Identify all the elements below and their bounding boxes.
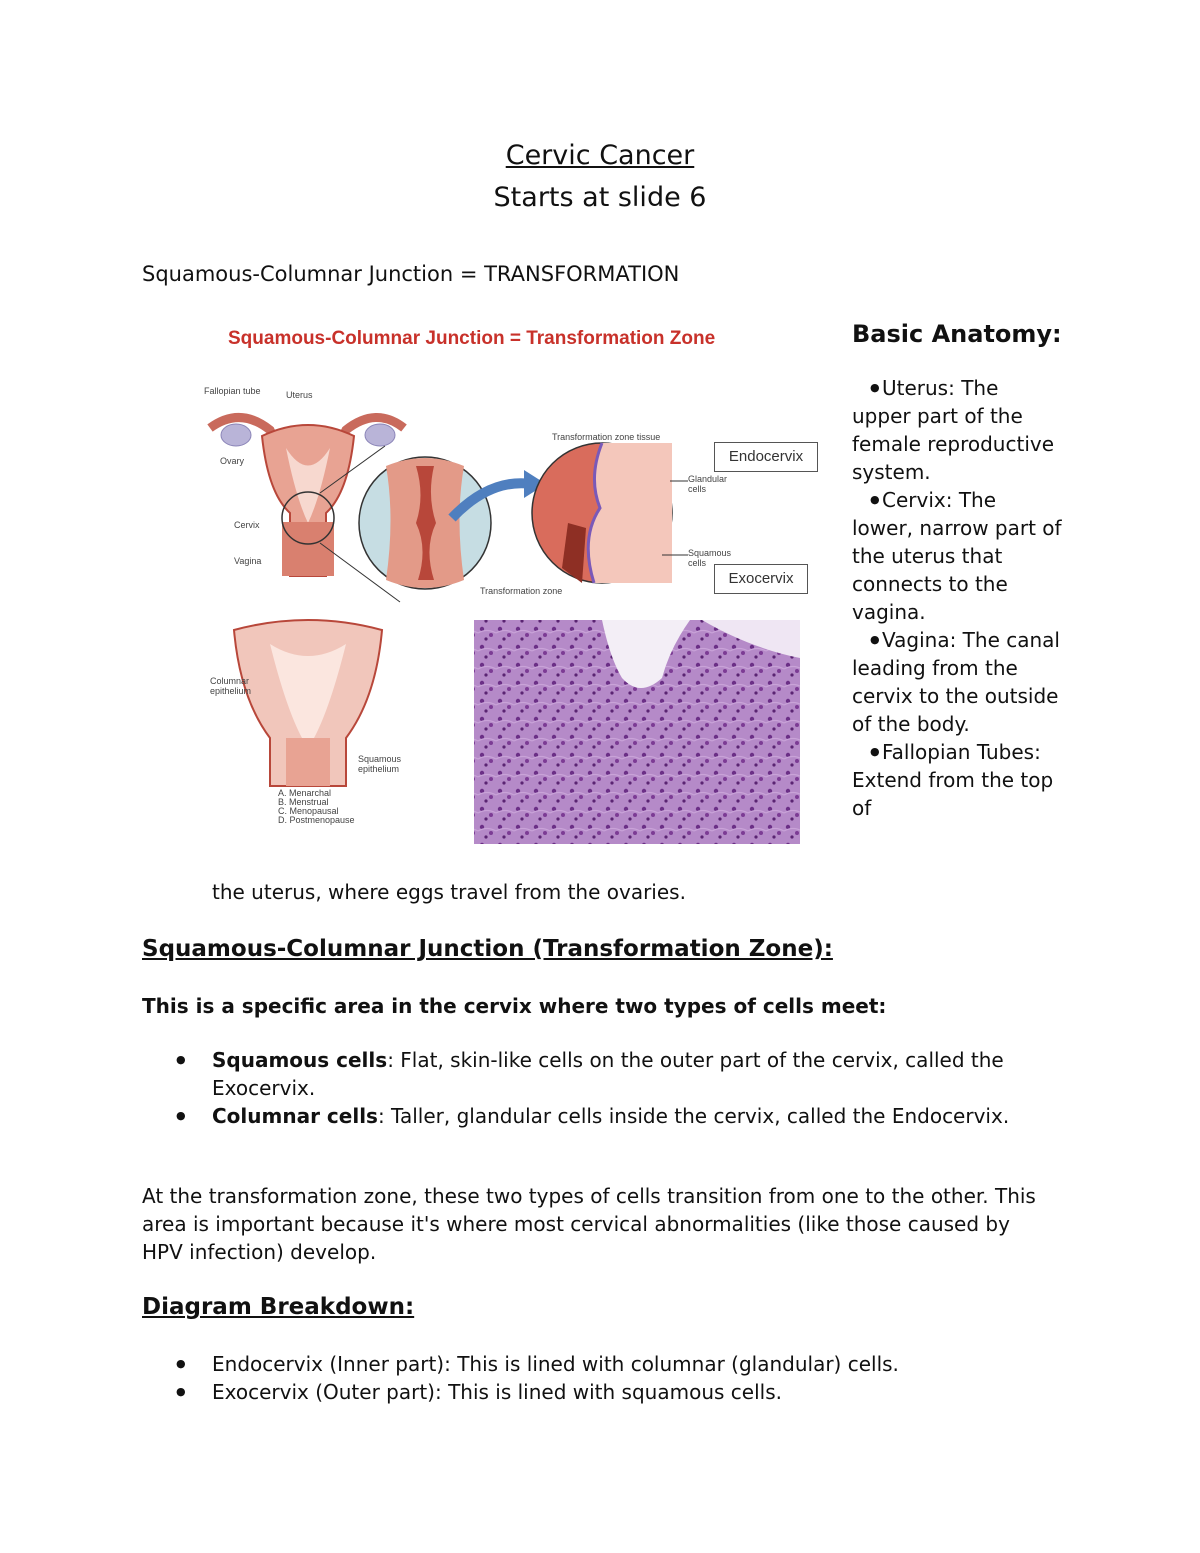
item-text: : The upper part of the female reproductive system. (852, 376, 1055, 484)
page-subtitle: Starts at slide 6 (493, 182, 707, 213)
cervix-anatomy-figure (190, 318, 830, 848)
section-heading-diagram-breakdown: Diagram Breakdown: (142, 1294, 415, 1320)
list-item (852, 374, 1062, 486)
list-item (142, 1046, 1042, 1102)
list-item: ● Endocervix (Inner part): This is lined with columnar (glandular) cells. (142, 1350, 1042, 1378)
section-heading-transformation-zone: Squamous-Columnar Junction (Transformation Zone): (142, 936, 833, 962)
item-term: Vagina (882, 628, 950, 652)
label-ovary: Ovary (220, 456, 245, 466)
section-intro: This is a specific area in the cervix where two types of cells meet: (142, 994, 887, 1018)
cell-types-list (142, 1046, 1042, 1130)
endocervix-box: Endocervix (714, 442, 818, 472)
label-squamous-cells: Squamous cells (688, 548, 732, 568)
label-uterus: Uterus (286, 390, 313, 400)
item-term: Columnar cells (212, 1104, 378, 1128)
label-stage-b: B. Menstrual (278, 797, 329, 807)
label-columnar-epithelium: Columnar epithelium (210, 676, 252, 696)
label-stage-a: A. Menarchal (278, 788, 332, 798)
list-item (142, 1102, 1042, 1130)
list-item (852, 626, 1062, 738)
figure-title: Squamous-Columnar Junction = Transformation Zone (228, 328, 716, 349)
exocervix-box: Exocervix (714, 564, 808, 594)
list-item (852, 738, 1062, 822)
label-transformation-zone: Transformation zone (480, 586, 563, 596)
label-stage-c: C. Menopausal (278, 806, 339, 816)
transformation-zone-tissue (532, 443, 672, 583)
basic-anatomy-heading: Basic Anatomy: (852, 320, 1062, 348)
label-glandular-cells: Glandular cells (688, 474, 728, 494)
list-item: ● Exocervix (Outer part): This is lined with squamous cells. (142, 1378, 1042, 1406)
item-term: Squamous cells (212, 1048, 388, 1072)
label-squamous-epithelium: Squamous epithelium (358, 754, 402, 774)
item-text: : The lower, narrow part of the uterus that connects to the vagina. (852, 488, 1062, 624)
item-text: : Extend from the top of (852, 740, 1054, 820)
item-text: : Taller, glandular cells inside the cervix, called the Endocervix. (377, 1104, 1010, 1128)
transformation-paragraph: At the transformation zone, these two types of cells transition from one to the other. This area is important because it's where most cervical abnormalities (like those caused by HPV infection) develop. (142, 1184, 1036, 1264)
item-term: Uterus (882, 376, 949, 400)
item-term: Cervix (882, 488, 946, 512)
transformation-subheading: Squamous-Columnar Junction = TRANSFORMATION (142, 262, 680, 286)
item-text: : The canal leading from the cervix to the outside of the body. (852, 628, 1060, 736)
label-fallopian-tube: Fallopian tube (204, 386, 261, 396)
label-vagina: Vagina (234, 556, 262, 566)
label-tz-tissue: Transformation zone tissue (552, 432, 661, 442)
item-text: : Flat, skin-like cells on the outer part of the cervix, called the Exocervix. (212, 1048, 1004, 1100)
page-title: Cervic Cancer (505, 140, 695, 171)
basic-anatomy-list (852, 374, 1062, 822)
fallopian-continuation: the uterus, where eggs travel from the ovaries. (212, 880, 686, 904)
label-stage-d: D. Postmenopause (278, 815, 355, 825)
histology-micrograph (474, 620, 800, 844)
item-term: Fallopian Tubes (882, 740, 1035, 764)
label-cervix: Cervix (234, 520, 260, 530)
list-item (852, 486, 1062, 626)
diagram-breakdown-list (142, 1350, 1042, 1406)
magnified-cervix (359, 457, 491, 589)
